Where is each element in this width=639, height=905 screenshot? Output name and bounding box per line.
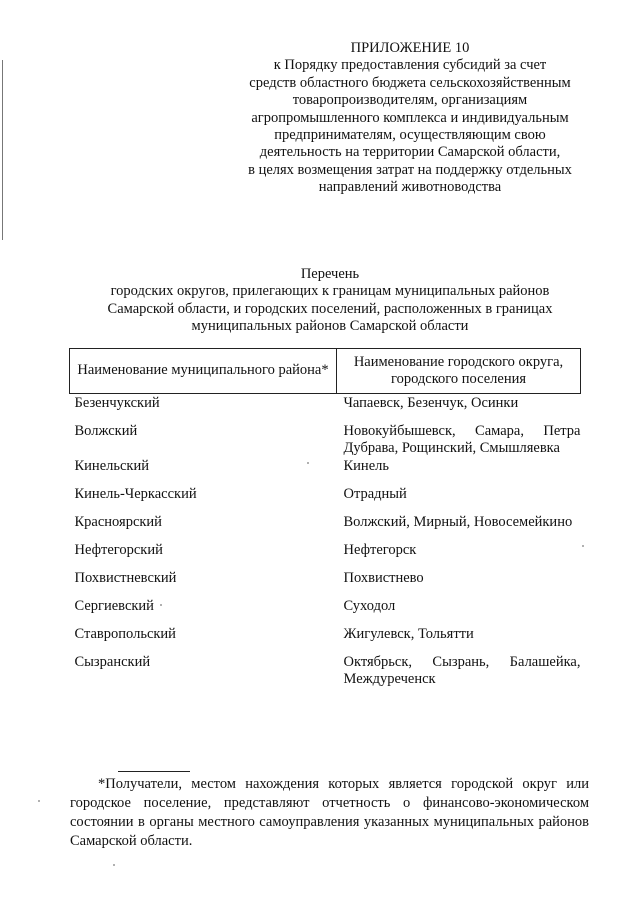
settlement-cell: Жигулевск, Тольятти <box>343 625 474 642</box>
table-row <box>70 423 581 458</box>
title-line: городских округов, прилегающих к границам муниципальных районов <box>110 283 550 300</box>
settlement-cell: Суходол <box>343 597 396 614</box>
district-cell: Похвистневский <box>74 569 177 586</box>
column-header-district: Наименование муниципального района* <box>70 349 337 394</box>
district-cell: Волжский <box>74 423 138 439</box>
district-cell: Сергиевский <box>74 597 154 614</box>
appendix-line: предпринимателям, осуществляющим свою <box>274 127 546 144</box>
footnote-divider <box>118 771 190 772</box>
table-row <box>70 570 581 598</box>
settlement-cell: Нефтегорск <box>343 541 417 558</box>
table-row <box>70 626 581 654</box>
table-header-row <box>70 349 581 394</box>
footnote: *Получатели, местом нахождения которых является городской округ или городское поселение, представляют отчетность о финансово-экономическом состоянии в органы местного самоуправления указанных муниципальных районов Самарской области. <box>70 776 589 849</box>
appendix-block <box>232 40 588 197</box>
district-cell: Красноярский <box>74 513 162 530</box>
scan-speck <box>582 545 584 547</box>
table-row <box>70 514 581 542</box>
district-cell: Сызранский <box>74 653 151 670</box>
settlement-cell: Октябрьск, Сызрань, Балашейка, Междуреченск <box>343 653 581 688</box>
scan-speck <box>307 462 309 464</box>
district-cell: Кинельский <box>74 457 149 474</box>
settlement-cell: Чапаевск, Безенчук, Осинки <box>343 395 519 411</box>
table-row <box>70 486 581 514</box>
district-cell: Нефтегорский <box>74 541 163 558</box>
column-header-settlement: Наименование городского округа, городского поселения <box>337 349 581 394</box>
appendix-line: агропромышленного комплекса и индивидуальным <box>251 109 569 126</box>
document-title <box>70 266 590 336</box>
appendix-heading: ПРИЛОЖЕНИЕ 10 <box>350 40 470 56</box>
district-cell: Кинель-Черкасский <box>74 485 197 502</box>
appendix-line: к Порядку предоставления субсидий за счет <box>273 57 547 74</box>
districts-table <box>69 348 581 689</box>
scan-speck <box>113 864 115 866</box>
appendix-line: товаропроизводителям, организациям <box>292 92 528 109</box>
scan-speck <box>160 604 162 606</box>
table-row <box>70 394 581 424</box>
settlement-cell: Волжский, Мирный, Новосемейкино <box>343 513 573 530</box>
district-cell: Ставропольский <box>74 625 176 642</box>
table-row <box>70 654 581 689</box>
table-row <box>70 542 581 570</box>
settlement-cell: Кинель <box>343 457 389 474</box>
table-row <box>70 458 581 486</box>
appendix-line: в целях возмещения затрат на поддержку отдельных <box>248 161 572 178</box>
appendix-line: деятельность на территории Самарской области, <box>259 144 561 161</box>
settlement-cell: Новокуйбышевск, Самара, Петра Дубрава, Рощинский, Смышляевка <box>343 423 581 457</box>
title-line: Самарской области, и городских поселений, расположенных в границах <box>107 300 553 317</box>
appendix-line: средств областного бюджета сельскохозяйственным <box>249 74 571 91</box>
district-cell: Безенчукский <box>74 395 160 411</box>
scan-speck <box>38 800 40 802</box>
table-row <box>70 598 581 626</box>
title-line: муниципальных районов Самарской области <box>191 318 469 335</box>
settlement-cell: Похвистнево <box>343 569 424 586</box>
settlement-cell: Отрадный <box>343 485 407 502</box>
title-heading: Перечень <box>300 266 360 282</box>
scan-edge-mark <box>2 60 3 240</box>
appendix-line: направлений животноводства <box>318 179 502 196</box>
